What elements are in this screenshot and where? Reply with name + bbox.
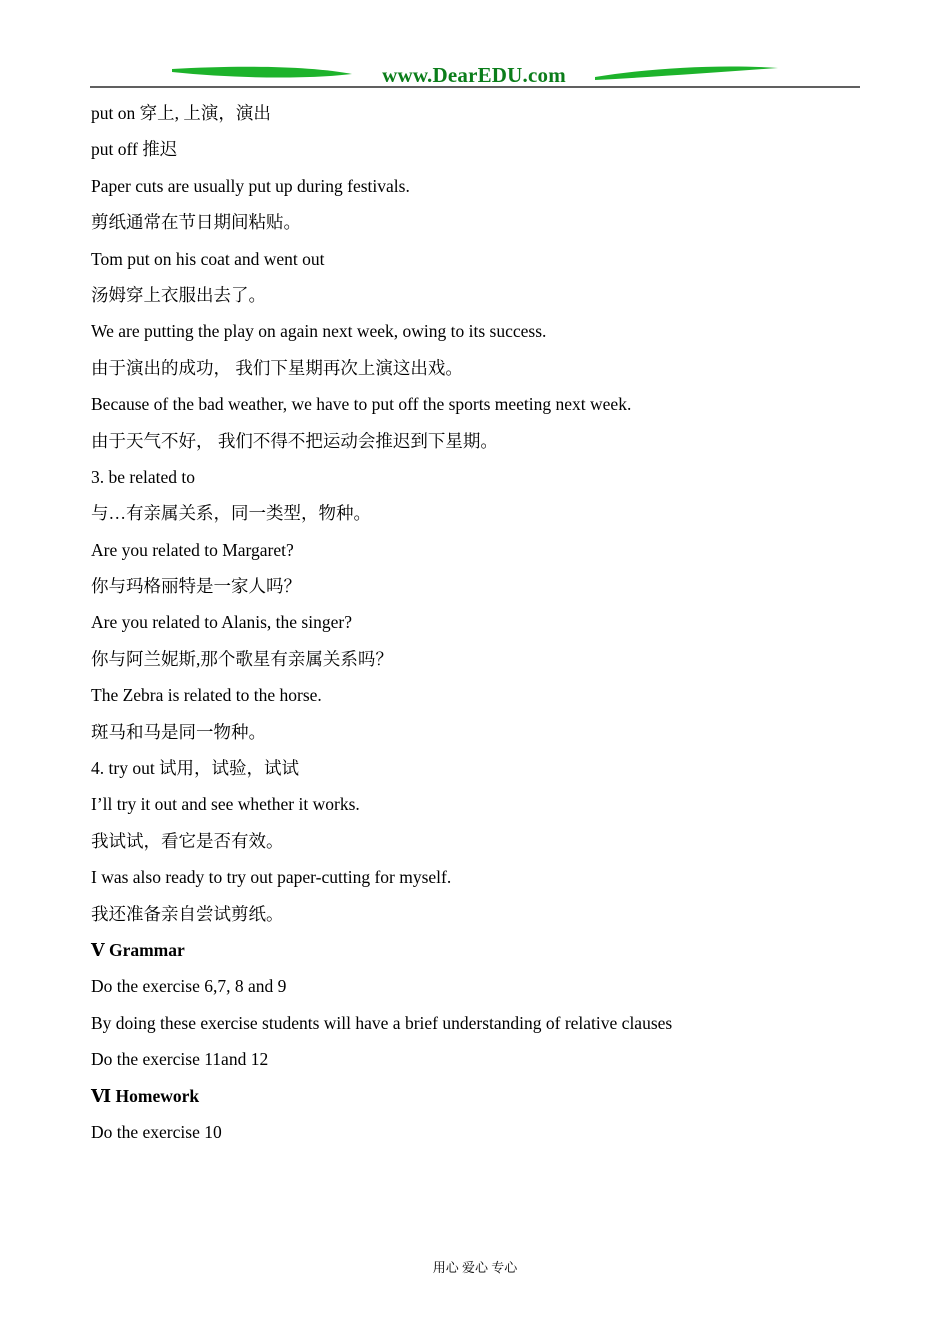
text-line: Are you related to Alanis, the singer? (91, 612, 352, 633)
text-line: The Zebra is related to the horse. (91, 685, 322, 706)
text-line: Tom put on his coat and went out (91, 248, 325, 269)
page-footer: 用心 爱心 专心 (432, 1260, 518, 1275)
section-heading: Ⅴ Grammar (91, 939, 185, 960)
page-header (90, 60, 860, 90)
text-line: 汤姆穿上衣服出去了。 (91, 284, 266, 305)
document-body (91, 100, 871, 1155)
text-line: 你与阿兰妮斯,那个歌星有亲属关系吗？ (91, 648, 393, 669)
text-line: 斑马和马是同一物种。 (91, 721, 266, 742)
text-line: We are putting the play on again next week, owing to its success. (91, 321, 547, 342)
text-line: 由于演出的成功， 我们下星期再次上演这出戏。 (91, 357, 463, 378)
text-line: 剪纸通常在节日期间粘贴。 (91, 212, 301, 233)
text-line: 3. be related to (91, 466, 195, 487)
text-line: Do the exercise 6,7, 8 and 9 (91, 976, 287, 997)
text-line: Do the exercise 11and 12 (91, 1049, 269, 1070)
text-line: 由于天气不好， 我们不得不把运动会推迟到下星期。 (91, 430, 498, 451)
text-line: 4. try out 试用，试验，试试 (91, 758, 300, 779)
right-swoosh (595, 66, 778, 80)
text-line: 你与玛格丽特是一家人吗？ (91, 576, 301, 597)
site-logo-text: www.DearEDU.com (382, 63, 566, 87)
text-line: put off 推迟 (91, 139, 178, 160)
text-line: put on 穿上, 上演，演出 (91, 103, 271, 123)
text-line: 我还准备亲自尝试剪纸。 (91, 903, 284, 924)
text-line: Paper cuts are usually put up during festivals. (91, 175, 410, 196)
text-line: Because of the bad weather, we have to put off the sports meeting next week. (91, 394, 632, 415)
text-line: By doing these exercise students will have a brief understanding of relative clauses (91, 1012, 673, 1033)
text-line: 我试试，看它是否有效。 (91, 830, 284, 851)
text-line: Are you related to Margaret? (91, 539, 294, 560)
section-heading: Ⅵ Homework (91, 1085, 200, 1106)
text-line: I was also ready to try out paper-cutting for myself. (91, 867, 452, 888)
text-line: I’ll try it out and see whether it works. (91, 794, 360, 815)
left-swoosh (172, 67, 352, 78)
text-line: Do the exercise 10 (91, 1121, 222, 1142)
text-line: 与…有亲属关系，同一类型，物种。 (91, 503, 371, 524)
